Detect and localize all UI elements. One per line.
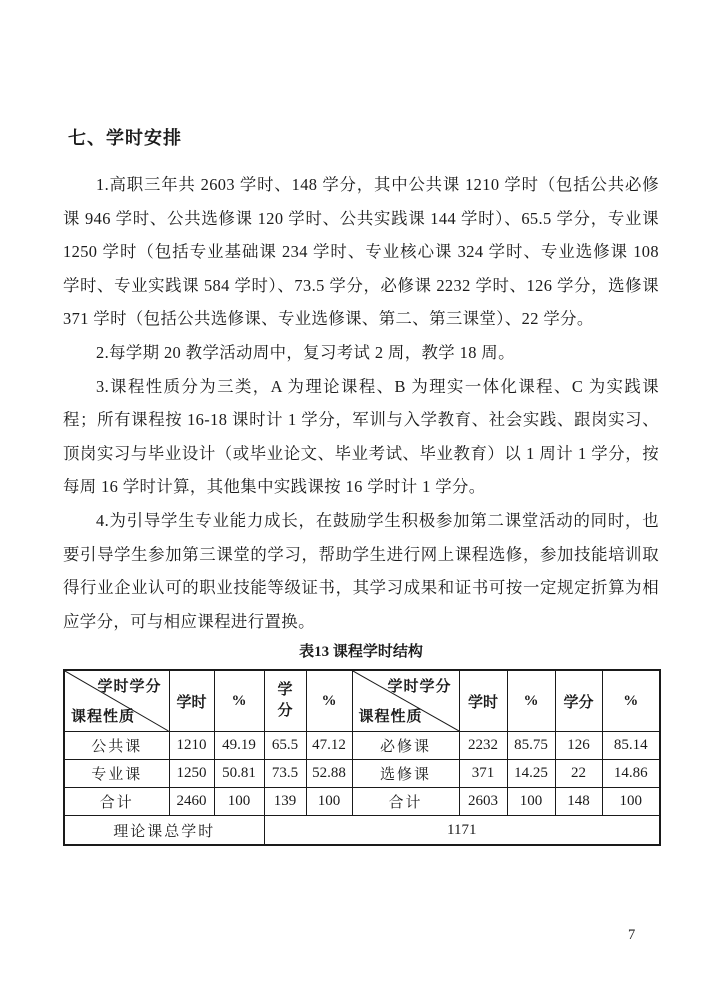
corner-label-hours-credits: 学时学分 — [97, 679, 162, 696]
corner-label-course-nature: 课程性质 — [358, 709, 423, 726]
corner-cell-right — [352, 670, 459, 732]
corner-label-course-nature: 课程性质 — [71, 709, 136, 726]
cell-credits-pct: 100 — [602, 788, 660, 816]
col-header-percent: % — [507, 670, 555, 732]
col-header-hours: 学时 — [459, 670, 507, 732]
col-header-hours: 学时 — [169, 670, 214, 732]
paragraph-4: 4.为引导学生专业能力成长，在鼓励学生积极参加第二课堂活动的同时，也要引导学生参加第三课堂的学习，帮助学生进行网上课程选修，参加技能培训取得行业企业认可的职业技能等级证书，其学习成果和证书可按一定规定折算为相应学分，可与相应课程进行置换。 — [63, 510, 659, 631]
table-row — [64, 760, 660, 788]
paragraph-3: 3.课程性质分为三类，A 为理论课程、B 为理实一体化课程、C 为实践课程；所有课程按 16-18 课时计 1 学分，军训与入学教育、社会实践、跟岗实习、顶岗实习与毕业设计（或毕业论文、毕业考试、毕业教育）以 1 周计 1 学分，按每周 16 学时计算，其他集中实践课按 16 学时计 1 学分。 — [63, 376, 659, 497]
table-row — [64, 732, 660, 760]
cell-credits-pct: 14.86 — [602, 760, 660, 788]
section-heading: 七、学时安排 — [68, 128, 182, 148]
corner-label-hours-credits: 学时学分 — [387, 679, 452, 696]
page-number: 7 — [628, 927, 636, 943]
row-label: 必修课 — [352, 732, 459, 760]
col-header-percent: % — [306, 670, 352, 732]
cell-hours: 2460 — [169, 788, 214, 816]
table-row — [64, 788, 660, 816]
cell-hours: 2232 — [459, 732, 507, 760]
cell-hours: 1210 — [169, 732, 214, 760]
cell-credits: 148 — [555, 788, 602, 816]
table-caption: 表13 课程学时结构 — [299, 644, 423, 661]
col-header-credits-text: 学分 — [277, 682, 293, 720]
table-header-row — [64, 670, 660, 732]
cell-credits-pct: 100 — [306, 788, 352, 816]
cell-credits: 126 — [555, 732, 602, 760]
cell-hours: 2603 — [459, 788, 507, 816]
course-hours-table — [63, 669, 661, 846]
page-content — [63, 126, 659, 846]
cell-credits-pct: 52.88 — [306, 760, 352, 788]
corner-cell-left — [64, 670, 169, 732]
cell-hours-pct: 100 — [507, 788, 555, 816]
col-header-credits: 学分 — [555, 670, 602, 732]
row-label: 专业课 — [64, 760, 169, 788]
row-label: 选修课 — [352, 760, 459, 788]
col-header-credits — [264, 670, 306, 732]
cell-hours-pct: 49.19 — [214, 732, 264, 760]
cell-credits: 139 — [264, 788, 306, 816]
paragraph-1: 1.高职三年共 2603 学时、148 学分，其中公共课 1210 学时（包括公共必修课 946 学时、公共选修课 120 学时、公共实践课 144 学时）、65.5 学分，专业课 1250 学时（包括专业基础课 234 学时、专业核心课 324 学时、专业选修课 108 学时、专业实践课 584 学时）、73.5 学分，必修课 2232 学时、126 学分，选修课 371 学时（包括公共选修课、专业选修课、第二、第三课堂）、22 学分。 — [63, 175, 659, 329]
cell-hours-pct: 85.75 — [507, 732, 555, 760]
cell-credits: 65.5 — [264, 732, 306, 760]
theory-hours-label: 理论课总学时 — [64, 816, 264, 846]
cell-credits: 22 — [555, 760, 602, 788]
cell-credits-pct: 47.12 — [306, 732, 352, 760]
row-label: 公共课 — [64, 732, 169, 760]
cell-hours-pct: 100 — [214, 788, 264, 816]
row-label: 合计 — [352, 788, 459, 816]
col-header-percent: % — [602, 670, 660, 732]
col-header-percent: % — [214, 670, 264, 732]
row-label: 合计 — [64, 788, 169, 816]
cell-hours: 371 — [459, 760, 507, 788]
paragraph-2: 2.每学期 20 教学活动周中，复习考试 2 周，教学 18 周。 — [96, 342, 515, 362]
cell-credits: 73.5 — [264, 760, 306, 788]
cell-hours-pct: 14.25 — [507, 760, 555, 788]
table-footer-row — [64, 816, 660, 846]
cell-credits-pct: 85.14 — [602, 732, 660, 760]
theory-hours-value: 1171 — [264, 816, 660, 846]
cell-hours-pct: 50.81 — [214, 760, 264, 788]
cell-hours: 1250 — [169, 760, 214, 788]
